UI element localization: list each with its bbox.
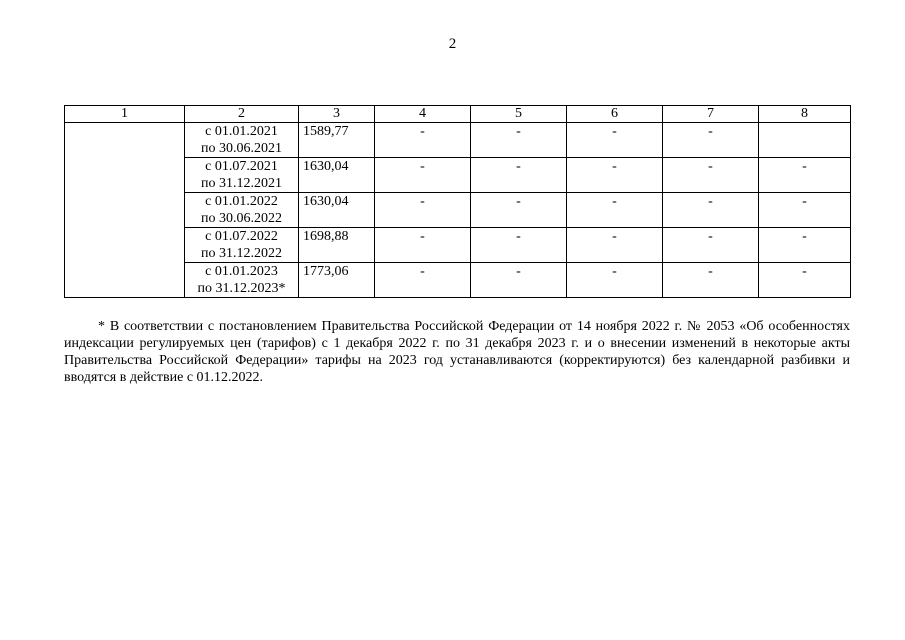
dash-cell: - xyxy=(663,228,759,263)
dash-cell: - xyxy=(567,123,663,158)
header-cell: 7 xyxy=(663,106,759,123)
period-cell xyxy=(185,193,299,228)
tariff-value: 1698,88 xyxy=(299,228,375,263)
period-to: по 31.12.2021 xyxy=(201,176,282,191)
dash-cell: - xyxy=(663,158,759,193)
dash-cell: - xyxy=(375,263,471,298)
period-to: по 30.06.2021 xyxy=(201,141,282,156)
dash-cell: - xyxy=(567,193,663,228)
header-cell: 1 xyxy=(65,106,185,123)
dash-cell: - xyxy=(567,158,663,193)
period-to: по 31.12.2022 xyxy=(201,246,282,261)
empty-group-cell xyxy=(65,123,185,298)
dash-cell: - xyxy=(567,228,663,263)
table-header-row xyxy=(65,106,851,123)
dash-cell: - xyxy=(471,263,567,298)
period-from: с 01.01.2023 xyxy=(205,264,278,279)
period-cell xyxy=(185,228,299,263)
dash-cell: - xyxy=(567,263,663,298)
header-cell: 6 xyxy=(567,106,663,123)
dash-cell: - xyxy=(375,158,471,193)
tariff-value: 1589,77 xyxy=(299,123,375,158)
dash-cell: - xyxy=(471,123,567,158)
header-cell: 3 xyxy=(299,106,375,123)
period-from: с 01.07.2021 xyxy=(205,159,278,174)
period-cell xyxy=(185,123,299,158)
period-to: по 31.12.2023* xyxy=(197,281,286,296)
period-cell xyxy=(185,158,299,193)
dash-cell: - xyxy=(663,193,759,228)
page-number: 2 xyxy=(448,36,457,52)
dash-cell: - xyxy=(759,228,851,263)
header-cell: 2 xyxy=(185,106,299,123)
period-from: с 01.01.2022 xyxy=(205,194,278,209)
period-to: по 30.06.2022 xyxy=(201,211,282,226)
dash-cell: - xyxy=(759,263,851,298)
period-cell xyxy=(185,263,299,298)
dash-cell: - xyxy=(375,228,471,263)
dash-cell xyxy=(759,123,851,158)
dash-cell: - xyxy=(471,193,567,228)
dash-cell: - xyxy=(471,158,567,193)
dash-cell: - xyxy=(471,228,567,263)
dash-cell: - xyxy=(759,193,851,228)
header-cell: 4 xyxy=(375,106,471,123)
header-cell: 8 xyxy=(759,106,851,123)
tariff-value: 1773,06 xyxy=(299,263,375,298)
period-from: с 01.07.2022 xyxy=(205,229,278,244)
tariff-value: 1630,04 xyxy=(299,158,375,193)
tariff-table xyxy=(64,105,851,298)
dash-cell: - xyxy=(375,123,471,158)
dash-cell: - xyxy=(375,193,471,228)
footnote: * В соответствии с постановлением Правительства Российской Федерации от 14 ноября 2022 г. № 2053 «Об особенностях индексации регулируемых цен (тарифов) с 1 декабря 2022 г. по 31 декабря 2023 г. и о внесении изменений в некоторые акты Правительства Российской Федерации» тарифы на 2023 год устанавливаются (корректируются) без календарной разбивки и вводятся в действие с 01.12.2022. xyxy=(64,319,850,385)
period-from: с 01.01.2021 xyxy=(205,124,278,139)
tariff-value: 1630,04 xyxy=(299,193,375,228)
dash-cell: - xyxy=(663,123,759,158)
header-cell: 5 xyxy=(471,106,567,123)
dash-cell: - xyxy=(759,158,851,193)
table-row xyxy=(65,123,851,158)
dash-cell: - xyxy=(663,263,759,298)
